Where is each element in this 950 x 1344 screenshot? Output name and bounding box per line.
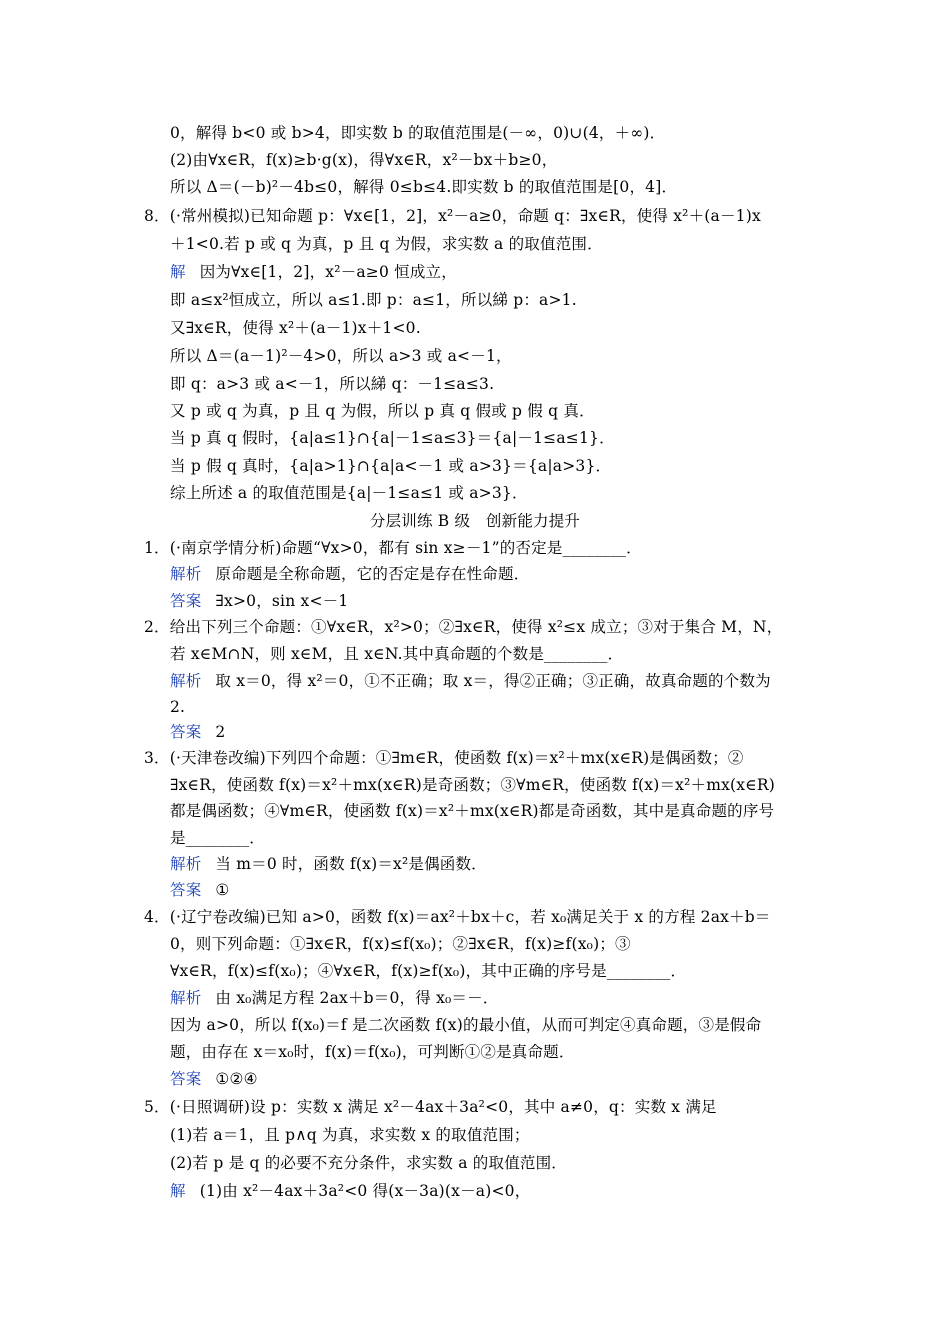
text-line: 题，由存在 x＝x₀时，f(x)＝f(x₀)，可判断①②是真命题． xyxy=(170,1043,575,1061)
text-line: 当 p 真 q 假时，{a|a≤1}∩{a|－1≤a≤3}＝{a|－1≤a≤1}． xyxy=(170,429,615,447)
answer-label: 答案 xyxy=(170,592,202,610)
text-line: 是________． xyxy=(170,829,266,847)
text-line: (2)由∀x∈R，f(x)≥b·g(x)，得∀x∈R，x²－bx＋b≥0， xyxy=(170,151,558,169)
solution-label: 解 xyxy=(170,1182,186,1200)
text-line: 0，则下列命题：①∃x∈R，f(x)≤f(x₀)；②∃x∈R，f(x)≥f(x₀)；③ xyxy=(170,935,631,953)
analysis-label: 解析 xyxy=(170,989,202,1007)
text-line: ∀x∈R，f(x)≤f(x₀)；④∀x∈R，f(x)≥f(x₀)，其中正确的序号是________． xyxy=(170,962,687,980)
answer-line: 答案 ①②④ xyxy=(170,1070,258,1088)
text-line: 都是偶函数；④∀m∈R，使函数 f(x)＝x²＋mx(x∈R)都是奇函数，其中是真命题的序号 xyxy=(170,802,775,820)
analysis-label: 解析 xyxy=(170,565,202,583)
analysis-line: 解析 取 x＝0，得 x²＝0，①不正确；取 x＝，得②正确；③正确，故真命题的个数为 xyxy=(170,672,771,690)
solution-line: 解 因为∀x∈[1，2]，x²－a≥0 恒成立， xyxy=(170,263,457,281)
text-line: 0，解得 b<0 或 b>4，即实数 b 的取值范围是(－∞，0)∪(4，＋∞)． xyxy=(170,124,666,142)
text-line: 若 x∈M∩N，则 x∈M，且 x∈N.其中真命题的个数是________． xyxy=(170,645,624,663)
analysis-label: 解析 xyxy=(170,672,202,690)
question-line: 8．(·常州模拟)已知命题 p：∀x∈[1，2]，x²－a≥0，命题 q：∃x∈R，使得 x²＋(a－1)x xyxy=(144,207,761,225)
text-line: 因为 a>0，所以 f(x₀)＝f 是二次函数 f(x)的最小值，从而可判定④真命题，③是假命 xyxy=(170,1016,762,1034)
text-line: 所以 Δ＝(a－1)²－4>0，所以 a>3 或 a<－1， xyxy=(170,347,512,365)
text-line: 又 p 或 q 为真，p 且 q 为假，所以 p 真 q 假或 p 假 q 真． xyxy=(170,402,595,420)
text-line: 综上所述 a 的取值范围是{a|－1≤a≤1 或 a>3}． xyxy=(170,484,528,502)
answer-line: 答案 ① xyxy=(170,881,230,899)
section-heading: 分层训练 B 级 创新能力提升 xyxy=(369,512,581,530)
text-line: 即 a≤x²恒成立，所以 a≤1.即 p：a≤1，所以綈 p：a>1. xyxy=(170,291,577,309)
analysis-label: 解析 xyxy=(170,855,202,873)
text-line: 即 q：a>3 或 a<－1，所以綈 q：－1≤a≤3. xyxy=(170,375,495,393)
question-line: 5．(·日照调研)设 p：实数 x 满足 x²－4ax＋3a²<0，其中 a≠0，q：实数 x 满足 xyxy=(144,1098,717,1116)
text-line: 所以 Δ＝(－b)²－4b≤0，解得 0≤b≤4.即实数 b 的取值范围是[0，4]． xyxy=(170,178,678,196)
text-line: (1)若 a＝1，且 p∧q 为真，求实数 x 的取值范围； xyxy=(170,1126,530,1144)
text-line: 2. xyxy=(170,698,186,716)
text-line: 又∃x∈R，使得 x²＋(a－1)x＋1<0. xyxy=(170,319,421,337)
answer-line: 答案 2 xyxy=(170,723,226,741)
analysis-line: 解析 由 x₀满足方程 2ax＋b＝0，得 x₀＝－． xyxy=(170,989,499,1007)
answer-line: 答案 ∃x>0，sin x<－1 xyxy=(170,592,349,610)
answer-label: 答案 xyxy=(170,723,202,741)
text-line: ＋1<0.若 p 或 q 为真，p 且 q 为假，求实数 a 的取值范围． xyxy=(170,235,603,253)
answer-label: 答案 xyxy=(170,1070,202,1088)
solution-label: 解 xyxy=(170,263,186,281)
text-line: 当 p 假 q 真时，{a|a>1}∩{a|a<－1 或 a>3}＝{a|a>3}． xyxy=(170,457,612,475)
question-line: 1．(·南京学情分析)命题“∀x>0，都有 sin x≥－1”的否定是________． xyxy=(144,539,642,557)
text-line: ∃x∈R，使函数 f(x)＝x²＋mx(x∈R)是奇函数；③∀m∈R，使函数 f(x)＝x²＋mx(x∈R) xyxy=(170,776,776,794)
question-line: 3．(·天津卷改编)下列四个命题：①∃m∈R，使函数 f(x)＝x²＋mx(x∈R)是偶函数；② xyxy=(144,749,744,767)
solution-line: 解 (1)由 x²－4ax＋3a²<0 得(x－3a)(x－a)<0， xyxy=(170,1182,531,1200)
text-line: (2)若 p 是 q 的必要不充分条件，求实数 a 的取值范围． xyxy=(170,1154,568,1172)
answer-label: 答案 xyxy=(170,881,202,899)
question-line: 2．给出下列三个命题：①∀x∈R，x²>0；②∃x∈R，使得 x²≤x 成立；③对于集合 M，N， xyxy=(144,618,783,636)
analysis-line: 解析 原命题是全称命题，它的否定是存在性命题． xyxy=(170,565,530,583)
question-line: 4．(·辽宁卷改编)已知 a>0，函数 f(x)＝ax²＋bx＋c，若 x₀满足关于 x 的方程 2ax＋b＝ xyxy=(144,908,771,926)
analysis-line: 解析 当 m＝0 时，函数 f(x)＝x²是偶函数． xyxy=(170,855,487,873)
